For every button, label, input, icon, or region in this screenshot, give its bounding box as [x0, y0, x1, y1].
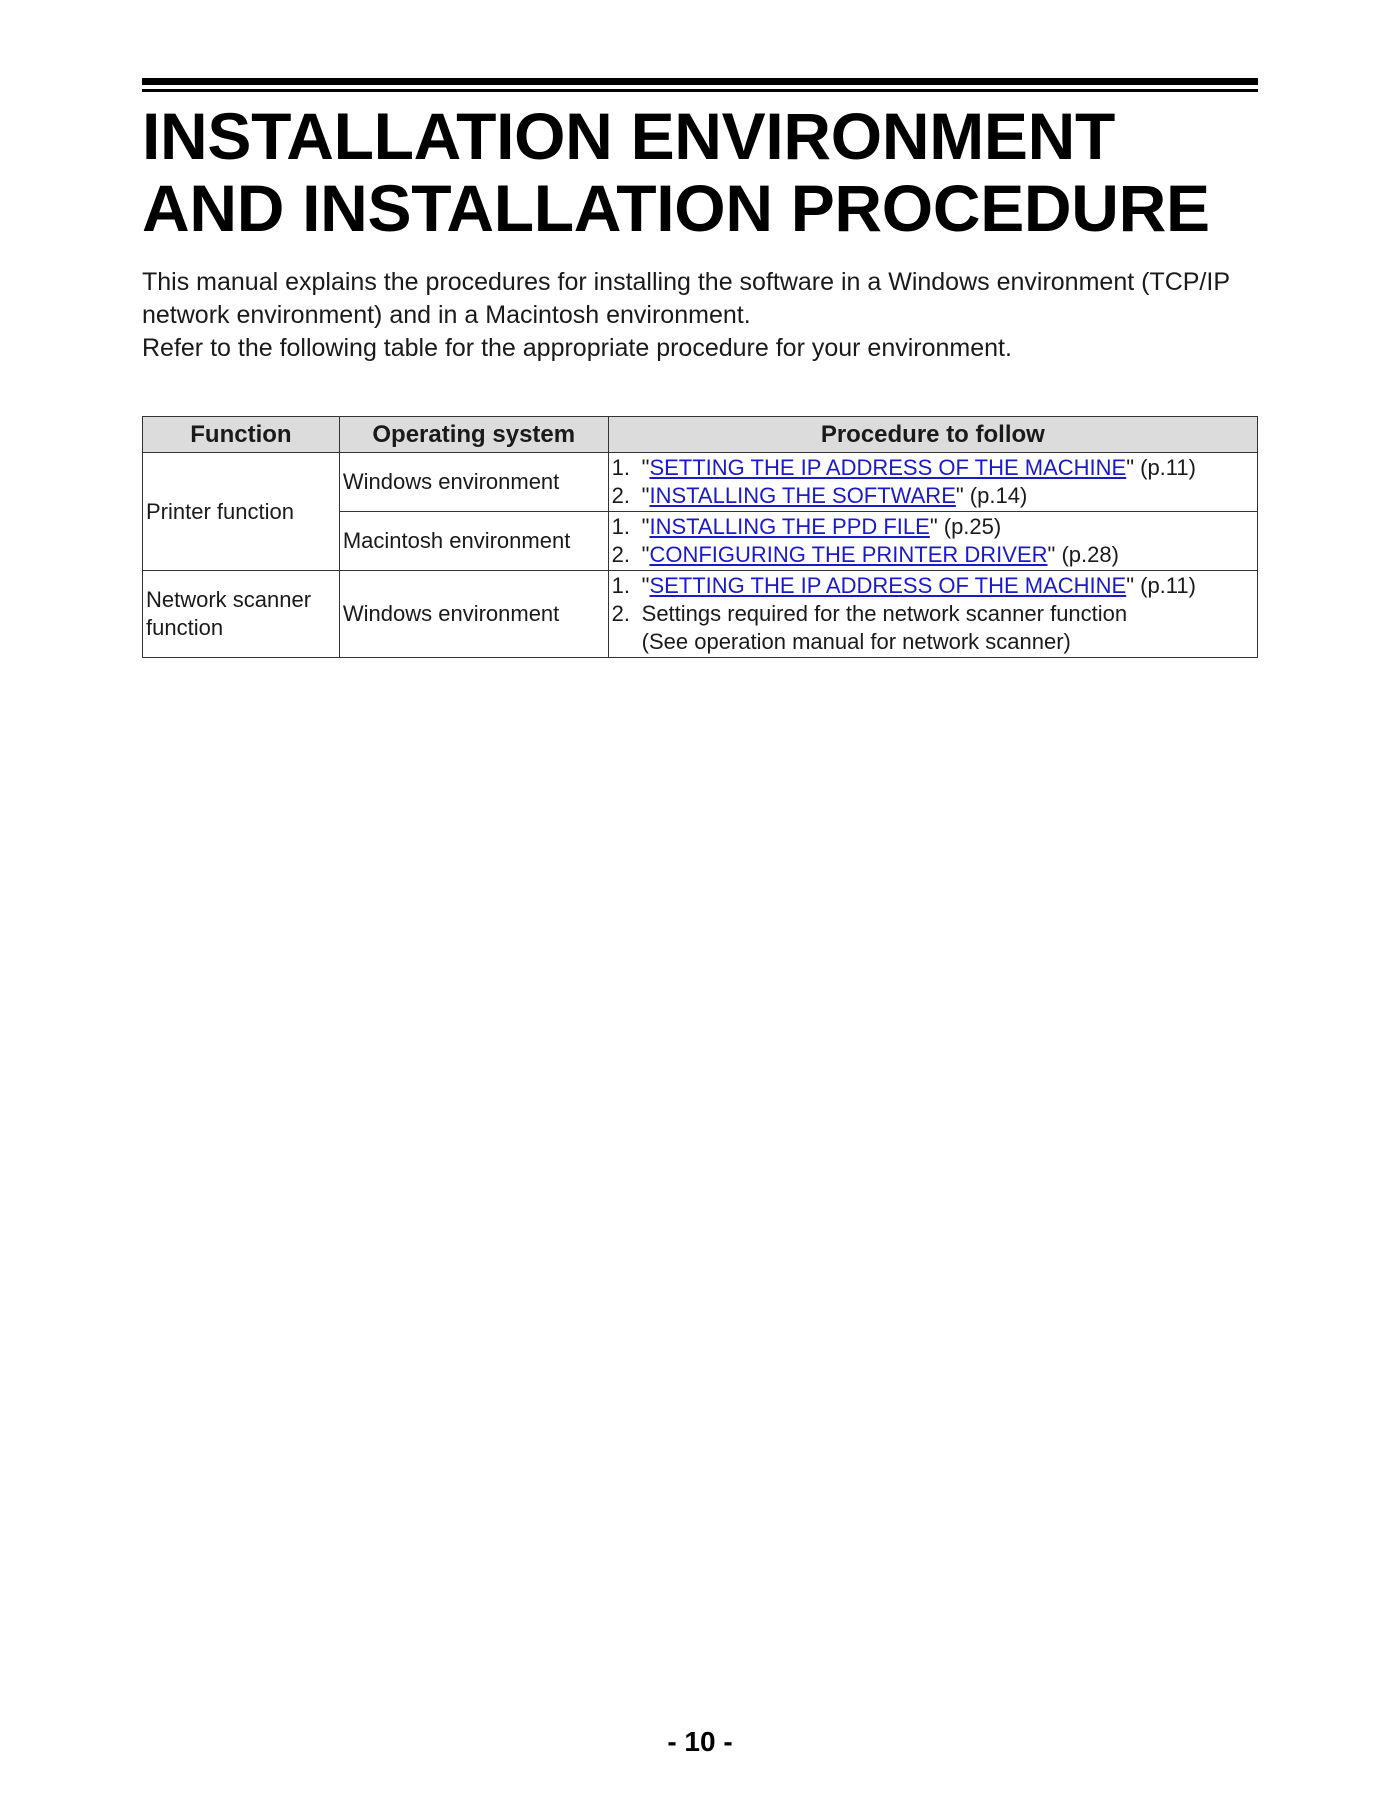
step-text: [642, 513, 1254, 541]
header-rule-thin: [142, 89, 1258, 92]
page-ref: " (p.11): [1126, 573, 1196, 598]
page-ref: " (p.25): [929, 514, 1002, 539]
cell-printer-mac-os: Macintosh environment: [339, 512, 608, 571]
cell-scanner-procedure: [608, 571, 1257, 658]
cell-scanner-os: Windows environment: [339, 571, 608, 658]
link-installing-ppd-file[interactable]: INSTALLING THE PPD FILE: [649, 514, 930, 539]
link-configuring-printer-driver[interactable]: CONFIGURING THE PRINTER DRIVER: [649, 542, 1048, 567]
quote-open: ": [641, 455, 650, 480]
list-item: [612, 513, 1254, 541]
table-row: [143, 571, 1258, 658]
step-text: [642, 541, 1254, 569]
step-text: [642, 482, 1254, 510]
step-text: [642, 454, 1254, 482]
header-function: Function: [143, 417, 340, 453]
link-setting-ip-address[interactable]: SETTING THE IP ADDRESS OF THE MACHINE: [649, 455, 1127, 480]
step-number: 2.: [611, 601, 630, 626]
intro-paragraph-1: This manual explains the procedures for installing the software in a Windows environment (TCP/IP network environment) and in a Macintosh environment.: [142, 268, 1230, 329]
cell-printer-function: Printer function: [143, 453, 340, 571]
step-number: 1.: [611, 514, 630, 539]
header-procedure: Procedure to follow: [608, 417, 1257, 453]
step-text: [642, 600, 1254, 656]
list-item: [612, 572, 1254, 600]
page-number: - 10 -: [667, 1726, 733, 1757]
step-description: Settings required for the network scanner function: [641, 601, 1128, 626]
page-ref: " (p.28): [1047, 542, 1119, 567]
quote-open: ": [641, 483, 650, 508]
link-installing-software[interactable]: INSTALLING THE SOFTWARE: [649, 483, 956, 508]
step-text: [642, 572, 1254, 600]
intro-text: [142, 266, 1258, 365]
cell-printer-windows-os: Windows environment: [339, 453, 608, 512]
cell-printer-mac-procedure: [608, 512, 1257, 571]
step-number: 1.: [611, 455, 630, 480]
quote-open: ": [641, 542, 650, 567]
list-item: [612, 454, 1254, 482]
cell-scanner-function: Network scanner function: [143, 571, 340, 658]
page-title-line-1: INSTALLATION ENVIRONMENT: [142, 99, 1115, 173]
step-number: 2.: [611, 542, 630, 567]
page-title: [142, 100, 1258, 244]
page-ref: " (p.14): [955, 483, 1028, 508]
step-note: (See operation manual for network scanner): [641, 629, 1071, 654]
procedure-table: [142, 416, 1258, 658]
header-rule-thick: [142, 78, 1258, 85]
list-item: [612, 600, 1254, 656]
table-row: [143, 453, 1258, 512]
cell-printer-windows-procedure: [608, 453, 1257, 512]
step-number: 2.: [611, 483, 630, 508]
page-title-line-2: AND INSTALLATION PROCEDURE: [142, 171, 1210, 245]
intro-paragraph-2: Refer to the following table for the appropriate procedure for your environment.: [142, 334, 1012, 362]
link-setting-ip-address-scanner[interactable]: SETTING THE IP ADDRESS OF THE MACHINE: [649, 573, 1127, 598]
list-item: [612, 482, 1254, 510]
quote-open: ": [641, 514, 650, 539]
header-operating-system: Operating system: [339, 417, 608, 453]
page-ref: " (p.11): [1126, 455, 1196, 480]
table-header-row: [143, 417, 1258, 453]
list-item: [612, 541, 1254, 569]
step-number: 1.: [611, 573, 630, 598]
quote-open: ": [641, 573, 650, 598]
